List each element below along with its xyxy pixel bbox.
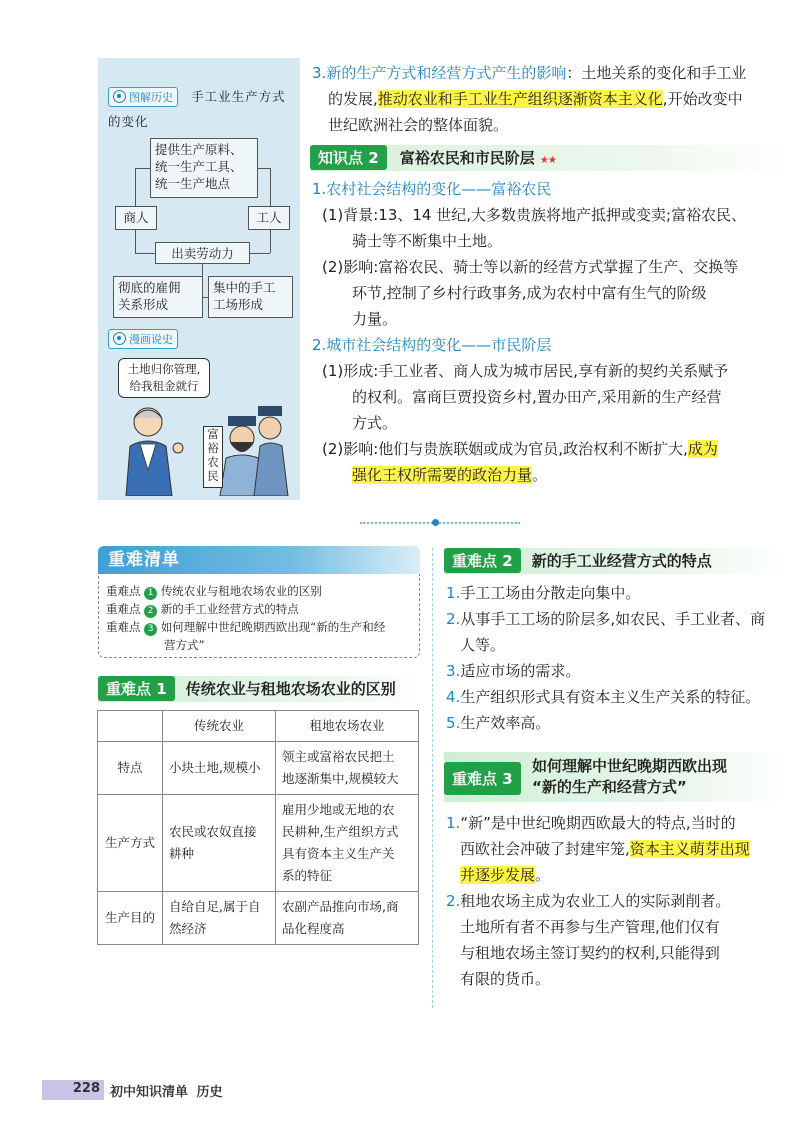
box-labor: 出卖劳动力 — [155, 242, 250, 264]
box-merchant: 商人 — [115, 206, 157, 230]
list-item: 重难点 1 传统农业与租地农场农业的区别 — [106, 584, 322, 598]
arrow-connector — [203, 297, 208, 298]
knowledge-point-2-header — [310, 145, 790, 171]
diagram-title-cont: 的变化 — [108, 114, 149, 129]
speech-bubble: 土地归你管理, 给我租金就行 — [118, 358, 210, 398]
knowledge-point-title: 富裕农民和市民阶层 — [399, 149, 535, 167]
sign-wealthy-farmers: 富 裕 农 民 — [203, 426, 223, 488]
connector — [135, 168, 136, 206]
diagram-tag: 图解历史 — [108, 87, 178, 107]
book-icon — [113, 90, 126, 103]
comic-icon — [113, 332, 126, 345]
list-item: 5.生产效率高。 — [446, 714, 551, 732]
difficulty-title: 传统农业与租地农场农业的区别 — [185, 680, 396, 698]
divider — [360, 522, 520, 524]
difficulty-badge: 重难点 3 — [444, 762, 521, 795]
list-item: 营方式” — [164, 638, 205, 652]
difficulty-title: 如何理解中世纪晚期西欧出现 “新的生产和经营方式” — [532, 757, 728, 796]
diagram-title: 手工业生产方式 — [191, 89, 286, 104]
footer-book: 初中知识清单 历史 — [110, 1085, 223, 1100]
connector — [258, 168, 270, 169]
knowledge-point-badge: 知识点 2 — [310, 145, 387, 170]
table-row: 特点 小块土地,规模小 领主或富裕农民把土 地逐渐集中,规模较大 — [98, 742, 419, 795]
diagram-header — [108, 86, 286, 107]
list-item: 3.适应市场的需求。 — [446, 662, 581, 680]
connector — [135, 230, 136, 253]
box-factory: 集中的手工 工场形成 — [208, 276, 293, 318]
page-number: 228 — [72, 1081, 100, 1096]
difficulty-badge: 重难点 2 — [444, 548, 521, 573]
connector — [135, 253, 155, 254]
connector — [135, 168, 150, 169]
table-row: 生产方式 农民或农奴直接 耕种 雇用少地或无地的农 民耕种,生产组织方式 具有资本主义生产关 系的特征 — [98, 795, 419, 892]
list-item: 2.从事手工工场的阶层多,如农民、手工业者、商 — [446, 610, 766, 628]
difficulty-badge: 重难点 1 — [98, 676, 175, 701]
key-list-items — [106, 582, 416, 654]
comic-tag: 漫画说史 — [108, 329, 178, 349]
connector — [270, 230, 271, 253]
difficulty-3-text: 1.“新”是中世纪晚期西欧最大的特点,当时的 西欧社会冲破了封建牢笼,资本主义萌芽出现 并逐步发展。 2.租地农场主成为农业工人的实际剥削者。 土地所有者不再参与生产管理,他们仅有 与租地农场主签订契约的权利,只能得到 有限的货币。 — [446, 814, 750, 988]
connector — [270, 168, 271, 206]
page-number-bar — [42, 1080, 104, 1100]
list-item: 重难点 3 如何理解中世纪晚期西欧出现“新的生产和经 — [106, 620, 386, 634]
difficulty-2-items: 1.手工工场由分散走向集中。 2.从事手工工场的阶层多,如农民、手工业者、商 人等。 3.适应市场的需求。 4.生产组织形式具有资本主义生产关系的特征。 5.生产效率高。 — [446, 580, 786, 736]
difficulty-stars-icon: ★★ — [539, 155, 556, 166]
difficulty-1-header — [98, 676, 420, 702]
key-list-title: 重难清单 — [108, 550, 180, 570]
column-divider — [432, 548, 433, 1008]
list-item: 重难点 2 新的手工业经营方式的特点 — [106, 602, 299, 616]
difficulty-title: 新的手工业经营方式的特点 — [531, 552, 712, 570]
table-row: 传统农业 租地农场农业 — [98, 711, 419, 742]
difficulty-2-header — [444, 548, 784, 574]
box-provide: 提供生产原料、 统一生产工具、 统一生产地点 — [150, 138, 258, 198]
section-rural: 1.农村社会结构的变化——富裕农民 (1)背景:13、14 世纪,大多数贵族将地产抵押或变卖;富裕农民、 骑士等不断集中土地。 (2)影响:富裕农民、骑士等以新的经营方式掌握了生产、交换等 环节,控制了乡村行政事务,成为农村中富有生气的阶级 力量。 2.城市社会结构的变化——市民阶层 (1)形成:手工业者、商人成为城市居民,享有新的契约关系赋予 的权利。富商巨贾投资乡村,置办田产,采用新的生产经营 方式。 (2)影响:他们与贵族联姻或成为官员,政治权利不断扩大,成为 强化王权所需要的政治力量。 — [312, 180, 747, 484]
connector — [250, 253, 270, 254]
point-3: 3.新的生产方式和经营方式产生的影响：土地关系的变化和手工业 的发展,推动农业和手工业生产组织逐渐资本主义化,开始改变中 世纪欧洲社会的整体面貌。 — [312, 64, 747, 134]
list-item: 4.生产组织形式具有资本主义生产关系的特征。 — [446, 688, 761, 706]
comic-header — [108, 328, 178, 349]
table-row: 生产目的 自给自足,属于自 然经济 农副产品推向市场,商 品化程度高 — [98, 892, 419, 945]
difficulty-3-header — [444, 752, 784, 802]
list-item: 1.手工工场由分散走向集中。 — [446, 584, 641, 602]
box-hire: 彻底的雇佣 关系形成 — [113, 276, 203, 318]
divider-dot — [432, 519, 439, 526]
connector — [202, 264, 203, 276]
key-list-header — [98, 546, 420, 574]
comparison-table — [97, 710, 419, 945]
box-worker: 工人 — [248, 206, 290, 230]
